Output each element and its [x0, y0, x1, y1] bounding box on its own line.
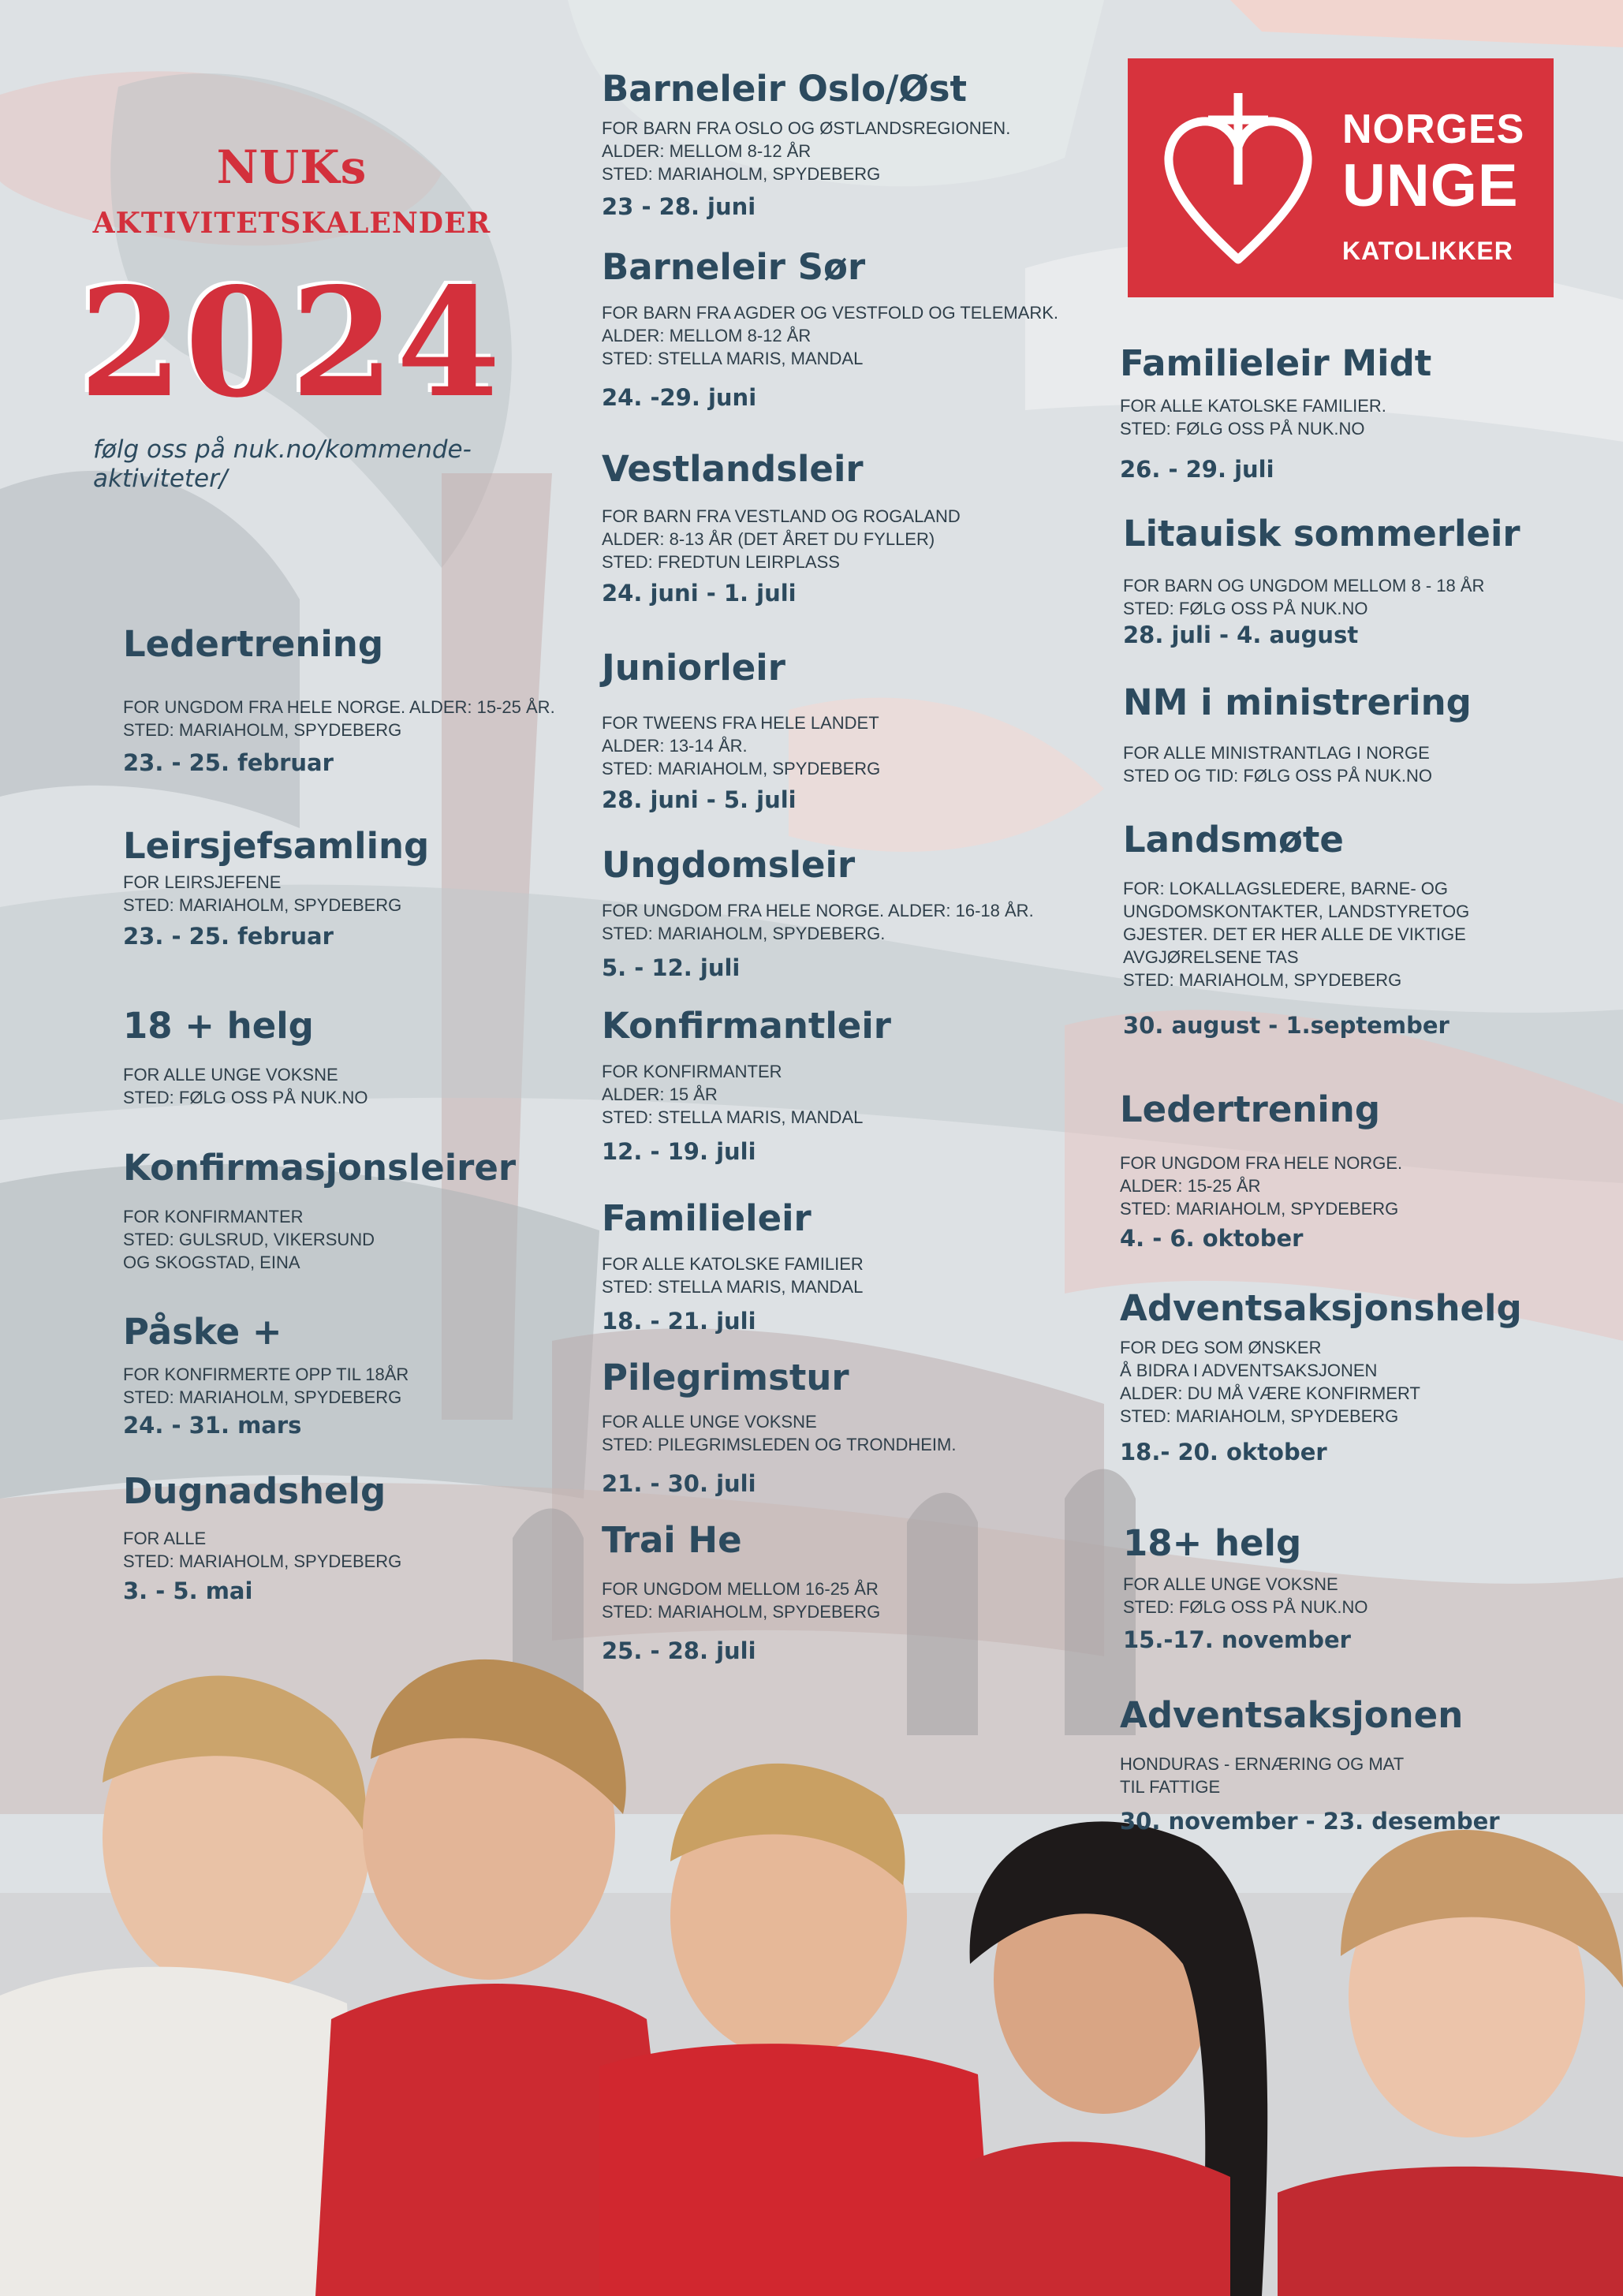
event-description: FOR LEIRSJEFENE STED: MARIAHOLM, SPYDEBERG — [123, 872, 402, 915]
event-title: Ledertrening — [123, 623, 384, 665]
event-title: Barneleir Oslo/Øst — [602, 68, 968, 110]
event-description: HONDURAS - ERNÆRING OG MAT TIL FATTIGE — [1120, 1753, 1405, 1797]
event-date: 23 - 28. juni — [602, 192, 756, 220]
event-date: 24. -29. juni — [602, 383, 757, 411]
heart-cross-icon — [1159, 90, 1317, 271]
event-trai-he — [602, 1521, 1091, 1664]
event-familieleir-midt — [1120, 344, 1609, 483]
event-18-helg-nov — [1123, 1524, 1612, 1653]
event-title: Landsmøte — [1123, 819, 1344, 861]
event-vestlandsleir — [602, 450, 1091, 607]
event-title: Ungdomsleir — [602, 844, 856, 886]
event-description: FOR KONFIRMERTE OPP TIL 18ÅR STED: MARIAHOLM, SPYDEBERG — [123, 1364, 409, 1407]
event-date: 26. - 29. juli — [1120, 455, 1274, 483]
event-ungdomsleir — [602, 846, 1091, 981]
event-nm-i-ministrering — [1123, 683, 1612, 787]
event-description: FOR BARN FRA VESTLAND OG ROGALAND ALDER: 8-13 ÅR (DET ÅRET DU FYLLER) STED: FREDTUN LEIRPLASS — [602, 506, 961, 572]
event-adventsaksjonen — [1120, 1696, 1609, 1835]
event-title: Trai He — [602, 1519, 742, 1561]
event-description: FOR UNGDOM MELLOM 16-25 ÅR STED: MARIAHOLM, SPYDEBERG — [602, 1578, 881, 1622]
event-title: Juniorleir — [602, 647, 785, 689]
event-barneleir-oslo-ost — [602, 69, 1091, 220]
event-barneleir-sor — [602, 248, 1091, 411]
event-title: 18+ helg — [1123, 1522, 1302, 1564]
event-title: Familieleir — [602, 1197, 812, 1239]
event-description: FOR UNGDOM FRA HELE NORGE. ALDER: 15-25 ÅR. STED: MARIAHOLM, SPYDEBERG — [123, 696, 555, 740]
event-paaske — [123, 1312, 612, 1439]
event-description: FOR ALLE MINISTRANTLAG I NORGE STED OG TID: FØLG OSS PÅ NUK.NO — [1123, 742, 1432, 786]
event-date: 15.-17. november — [1123, 1626, 1351, 1653]
event-description: FOR ALLE STED: MARIAHOLM, SPYDEBERG — [123, 1528, 402, 1571]
event-title: Adventsaksjonen — [1120, 1694, 1464, 1736]
event-title: Konfirmantleir — [602, 1005, 891, 1047]
event-date: 18.- 20. oktober — [1120, 1438, 1327, 1465]
event-adventsaksjonshelg — [1120, 1289, 1609, 1465]
event-title: Familieleir Midt — [1120, 342, 1432, 384]
event-date: 23. - 25. februar — [123, 922, 334, 950]
event-date: 24. juni - 1. juli — [602, 579, 797, 607]
event-title: Vestlandsleir — [602, 448, 864, 490]
event-description: FOR UNGDOM FRA HELE NORGE. ALDER: 15-25 ÅR STED: MARIAHOLM, SPYDEBERG — [1120, 1152, 1403, 1219]
calendar-year: 2024 — [79, 255, 502, 431]
event-date: 24. - 31. mars — [123, 1411, 302, 1439]
event-title: Konfirmasjonsleirer — [123, 1147, 517, 1189]
event-description: FOR ALLE KATOLSKE FAMILIER STED: STELLA MARIS, MANDAL — [602, 1253, 864, 1297]
event-juniorleir — [602, 648, 1091, 813]
event-description: FOR BARN FRA AGDER OG VESTFOLD OG TELEMARK. ALDER: MELLOM 8-12 ÅR STED: STELLA MARIS, MANDAL — [602, 302, 1059, 368]
event-date: 30. november - 23. desember — [1120, 1807, 1500, 1835]
event-date: 23. - 25. februar — [123, 749, 334, 776]
event-description: FOR TWEENS FRA HELE LANDET ALDER: 13-14 ÅR. STED: MARIAHOLM, SPYDEBERG — [602, 712, 881, 778]
event-title: Barneleir Sør — [602, 246, 866, 288]
event-description: FOR KONFIRMANTER ALDER: 15 ÅR STED: STELLA MARIS, MANDAL — [602, 1061, 864, 1127]
event-description: FOR BARN FRA OSLO OG ØSTLANDSREGIONEN. ALDER: MELLOM 8-12 ÅR STED: MARIAHOLM, SPYDEBERG — [602, 118, 1011, 184]
event-ledertrening-okt — [1120, 1090, 1609, 1252]
event-date: 25. - 28. juli — [602, 1637, 756, 1664]
event-konfirmantleir — [602, 1006, 1091, 1165]
event-description: FOR ALLE UNGE VOKSNE STED: FØLG OSS PÅ NUK.NO — [1123, 1574, 1368, 1617]
calendar-subtitle: AKTIVITETSKALENDER — [92, 207, 491, 240]
event-landsmote — [1123, 820, 1612, 1039]
event-title: Påske + — [123, 1311, 282, 1353]
event-date: 21. - 30. juli — [602, 1469, 756, 1497]
event-konfirmasjonsleirer — [123, 1148, 612, 1274]
event-description: FOR ALLE UNGE VOKSNE STED: FØLG OSS PÅ NUK.NO — [123, 1064, 368, 1107]
follow-link[interactable]: følg oss på nuk.no/kommende-aktiviteter/ — [93, 435, 472, 494]
event-date: 5. - 12. juli — [602, 954, 741, 981]
logo-text-unge: UNGE — [1342, 152, 1519, 219]
event-date: 30. august - 1.september — [1123, 1011, 1450, 1039]
event-ledertrening-feb — [123, 625, 612, 776]
event-title: Dugnadshelg — [123, 1470, 386, 1512]
event-title: NM i ministrering — [1123, 681, 1472, 723]
event-description: FOR BARN OG UNGDOM MELLOM 8 - 18 ÅR STED: FØLG OSS PÅ NUK.NO — [1123, 575, 1485, 618]
event-description: FOR UNGDOM FRA HELE NORGE. ALDER: 16-18 ÅR. STED: MARIAHOLM, SPYDEBERG. — [602, 900, 1034, 943]
event-date: 12. - 19. juli — [602, 1137, 756, 1165]
event-litauisk-sommerleir — [1123, 514, 1612, 648]
event-date: 3. - 5. mai — [123, 1577, 253, 1604]
event-familieleir — [602, 1199, 1091, 1335]
event-description: FOR: LOKALLAGSLEDERE, BARNE- OG UNGDOMSKONTAKTER, LANDSTYRETOG GJESTER. DET ER HER ALLE DE VIKTIGE AVGJØRELSENE TAS STED: MARIAHOLM, SPYDEBERG — [1123, 878, 1470, 990]
event-description: FOR ALLE KATOLSKE FAMILIER. STED: FØLG OSS PÅ NUK.NO — [1120, 395, 1386, 439]
event-title: Litauisk sommerleir — [1123, 513, 1520, 554]
calendar-title: NUKs — [216, 140, 368, 194]
event-pilegrimstur — [602, 1358, 1091, 1497]
event-title: 18 + helg — [123, 1005, 314, 1047]
logo-text-katolikker: KATOLIKKER — [1342, 237, 1513, 265]
event-leirsjefsamling — [123, 827, 612, 950]
event-description: FOR ALLE UNGE VOKSNE STED: PILEGRIMSLEDEN OG TRONDHEIM. — [602, 1411, 957, 1454]
event-date: 18. - 21. juli — [602, 1307, 756, 1335]
event-title: Adventsaksjonshelg — [1120, 1287, 1522, 1329]
event-title: Ledertrening — [1120, 1088, 1381, 1130]
event-title: Pilegrimstur — [602, 1357, 849, 1398]
event-date: 28. juli - 4. august — [1123, 621, 1359, 648]
event-date: 4. - 6. oktober — [1120, 1224, 1304, 1252]
logo-text-norges: NORGES — [1342, 106, 1525, 152]
event-18-helg-spring — [123, 1006, 612, 1109]
event-description: FOR KONFIRMANTER STED: GULSRUD, VIKERSUND OG SKOGSTAD, EINA — [123, 1206, 375, 1272]
event-dugnadshelg — [123, 1472, 612, 1604]
event-title: Leirsjefsamling — [123, 825, 430, 867]
event-description: FOR DEG SOM ØNSKER Å BIDRA I ADVENTSAKSJONEN ALDER: DU MÅ VÆRE KONFIRMERT STED: MARIAHOLM, SPYDEBERG — [1120, 1337, 1420, 1426]
event-date: 28. juni - 5. juli — [602, 786, 797, 813]
nuk-logo[interactable] — [1128, 58, 1554, 297]
